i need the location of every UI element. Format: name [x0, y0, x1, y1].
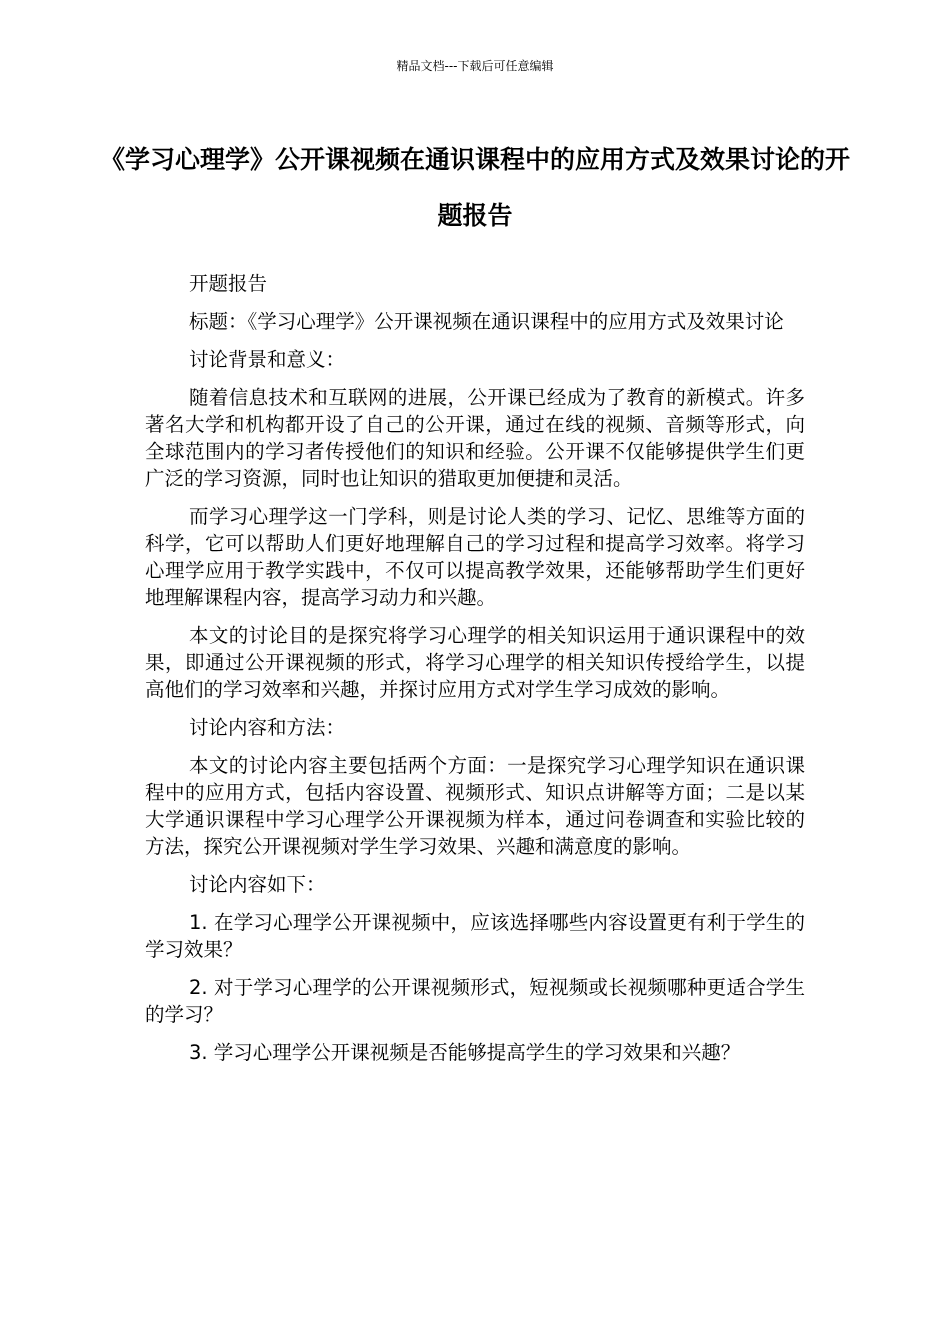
background-heading: 讨论背景和意义：	[189, 348, 346, 371]
purpose-paragraph: 本文的讨论目的是探究将学习心理学的相关知识运用于通识课程中的效果，即通过公开课视频的形式，将学习心理学的相关知识传授给学生，以提高他们的学习效率和兴趣，并探讨应用方式对学生学习成效的影响。	[145, 624, 805, 701]
background-paragraph-1: 随着信息技术和互联网的进展，公开课已经成为了教育的新模式。许多著名大学和机构都开设了自己的公开课，通过在线的视频、音频等形式，向全球范围内的学习者传授他们的知识和经验。公开课不仅能够提供学生们更广泛的学习资源，同时也让知识的猎取更加便捷和灵活。	[145, 386, 805, 490]
section-label: 开题报告	[189, 272, 268, 295]
document-body	[145, 270, 805, 1077]
background-paragraph-2: 而学习心理学这一门学科，则是讨论人类的学习、记忆、思维等方面的科学，它可以帮助人们更好地理解自己的学习过程和提高学习效率。将学习心理学应用于教学实践中，不仅可以提高教学效果，还能够帮助学生们更好地理解课程内容，提高学习动力和兴趣。	[145, 505, 805, 609]
list-item: 2. 对于学习心理学的公开课视频形式，短视频或长视频哪种更适合学生的学习？	[145, 976, 805, 1026]
list-item: 1. 在学习心理学公开课视频中，应该选择哪些内容设置更有利于学生的学习效果？	[145, 911, 805, 961]
document-title: 《学习心理学》公开课视频在通识课程中的应用方式及效果讨论的开题报告	[100, 145, 851, 230]
title-line: 标题：《学习心理学》公开课视频在通识课程中的应用方式及效果讨论	[189, 310, 784, 333]
content-method-paragraph: 本文的讨论内容主要包括两个方面：一是探究学习心理学知识在通识课程中的应用方式，包括内容设置、视频形式、知识点讲解等方面；二是以某大学通识课程中学习心理学公开课视频为样本，通过问卷调查和实验比较的方法，探究公开课视频对学生学习效果、兴趣和满意度的影响。	[145, 754, 805, 858]
content-method-heading: 讨论内容和方法：	[189, 716, 346, 739]
header-note: 精品文档---下载后可任意编辑	[396, 59, 554, 73]
list-item: 3. 学习心理学公开课视频是否能够提高学生的学习效果和兴趣？	[189, 1041, 741, 1064]
content-list-heading: 讨论内容如下：	[189, 873, 326, 896]
